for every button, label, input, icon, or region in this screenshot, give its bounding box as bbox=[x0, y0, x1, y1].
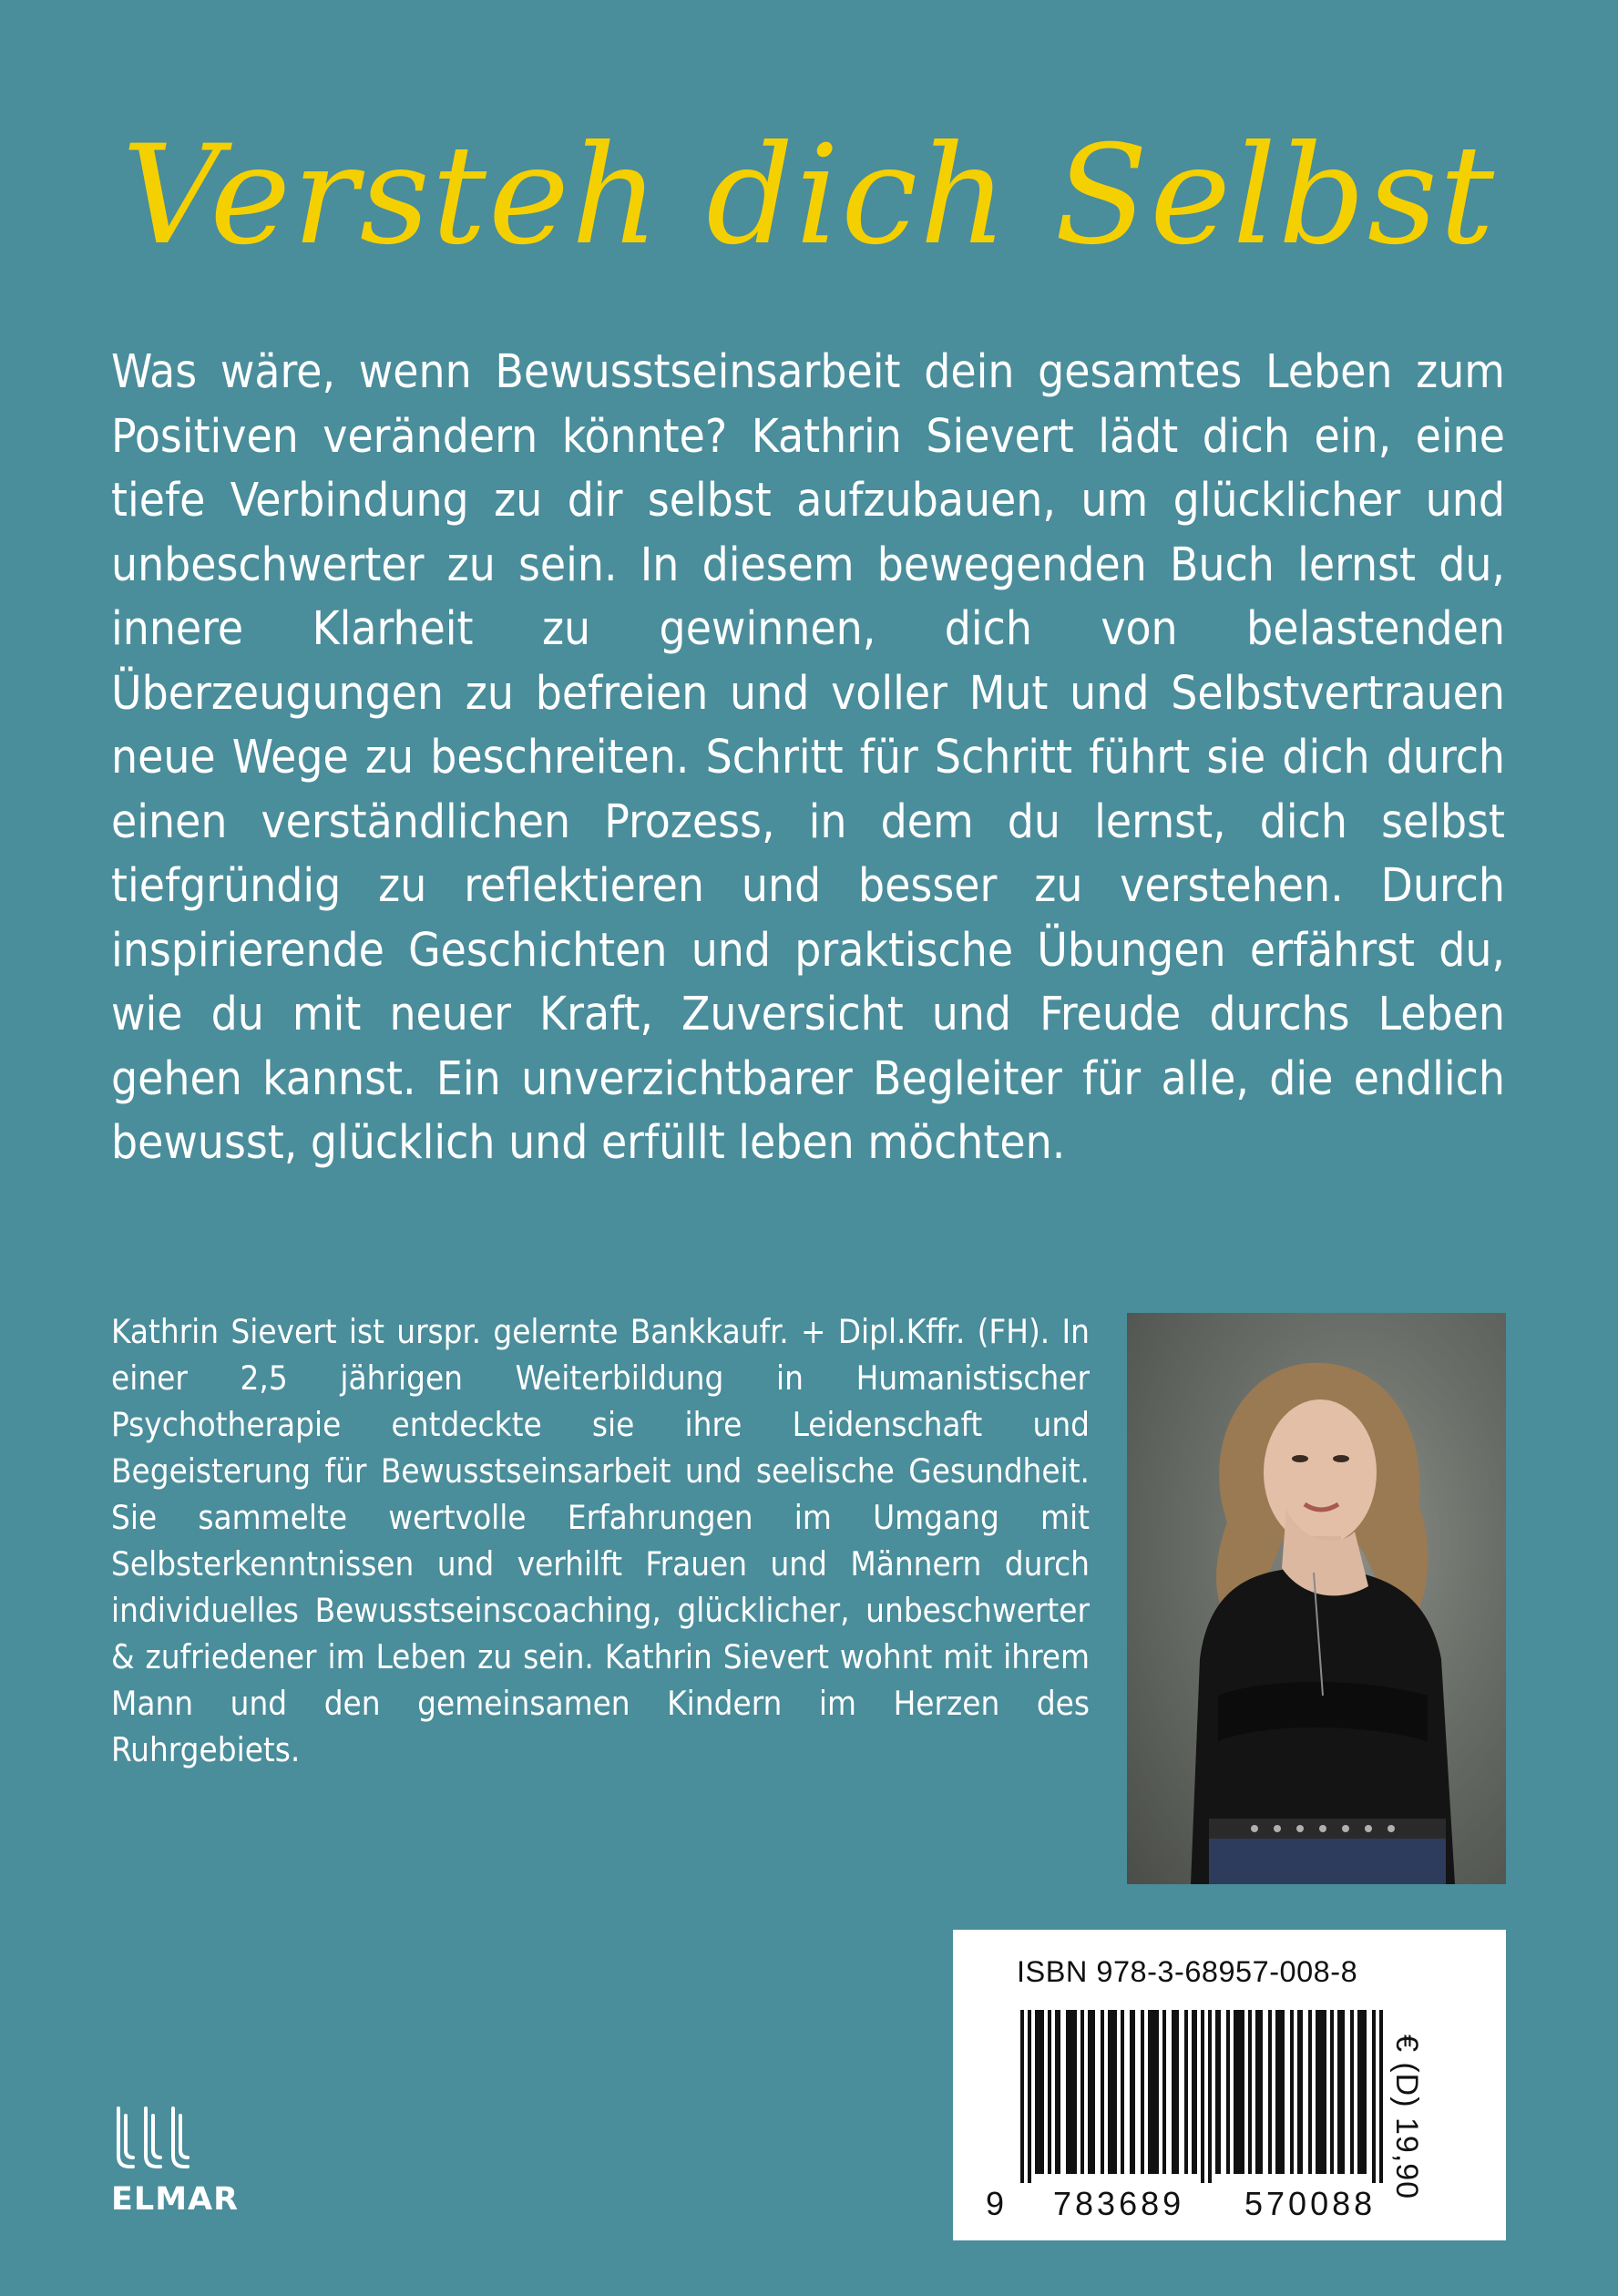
elmar-logo-icon bbox=[111, 2103, 202, 2176]
isbn-label: ISBN 978-3-68957-008-8 bbox=[1017, 1955, 1358, 1988]
book-title: Versteh dich Selbst bbox=[121, 117, 1497, 275]
barcode-digit-lead: 9 bbox=[986, 2185, 1005, 2222]
publisher-name: ELMAR bbox=[111, 2181, 240, 2218]
barcode-bars bbox=[1020, 2010, 1388, 2183]
isbn-barcode bbox=[953, 1930, 1506, 2240]
price-label: € (D) 19,90 bbox=[1389, 2035, 1424, 2200]
author-bio: Kathrin Sievert ist urspr. gelernte Bankkaufr. + Dipl.Kffr. (FH). In einer 2,5 jährigen Weiterbildung in Humanistischer Psychotherapie entdeckte sie ihre Leidenschaft und Begeisterung für Bewusstseinsarbeit und seelische Gesundheit. Sie sammelte wertvolle Erfahrungen im Umgang mit Selbsterkenntnissen und verhilft Frauen und Männern durch individuelles Bewusstseinscoaching, glücklicher, unbeschwerter & zufriedener im Leben zu sein. Kathrin Sievert wohnt mit ihrem Mann und den gemeinsamen Kindern im Herzen des Ruhrgebiets. bbox=[111, 1312, 1090, 1769]
blurb-text: Was wäre, wenn Bewusstseinsarbeit dein gesamtes Leben zum Positiven verändern könnte? Kathrin Sievert lädt dich ein, eine tiefe Verbindung zu dir selbst aufzubauen, um glücklicher und unbeschwerter zu sein. In diesem bewegenden Buch lernst du, innere Klarheit zu gewinnen, dich von belastenden Überzeugungen zu befreien und voller Mut und Selbstvertrauen neue Wege zu beschreiten. Schritt für Schritt führt sie dich durch einen verständlichen Prozess, in dem du lernst, dich selbst tiefgründig zu reflektieren und besser zu verstehen. Durch inspirierende Geschichten und praktische Übungen erfährst du, wie du mit neuer Kraft, Zuversicht und Freude durchs Leben gehen kannst. Ein unverzichtbarer Begleiter für alle, die endlich bewusst, glücklich und erfüllt leben möchten. bbox=[111, 345, 1505, 1170]
barcode-digits-left: 783689 bbox=[1053, 2185, 1185, 2222]
author-photo bbox=[1127, 1313, 1506, 1884]
publisher-logo bbox=[111, 2103, 275, 2230]
barcode-digits-right: 570088 bbox=[1244, 2185, 1377, 2222]
